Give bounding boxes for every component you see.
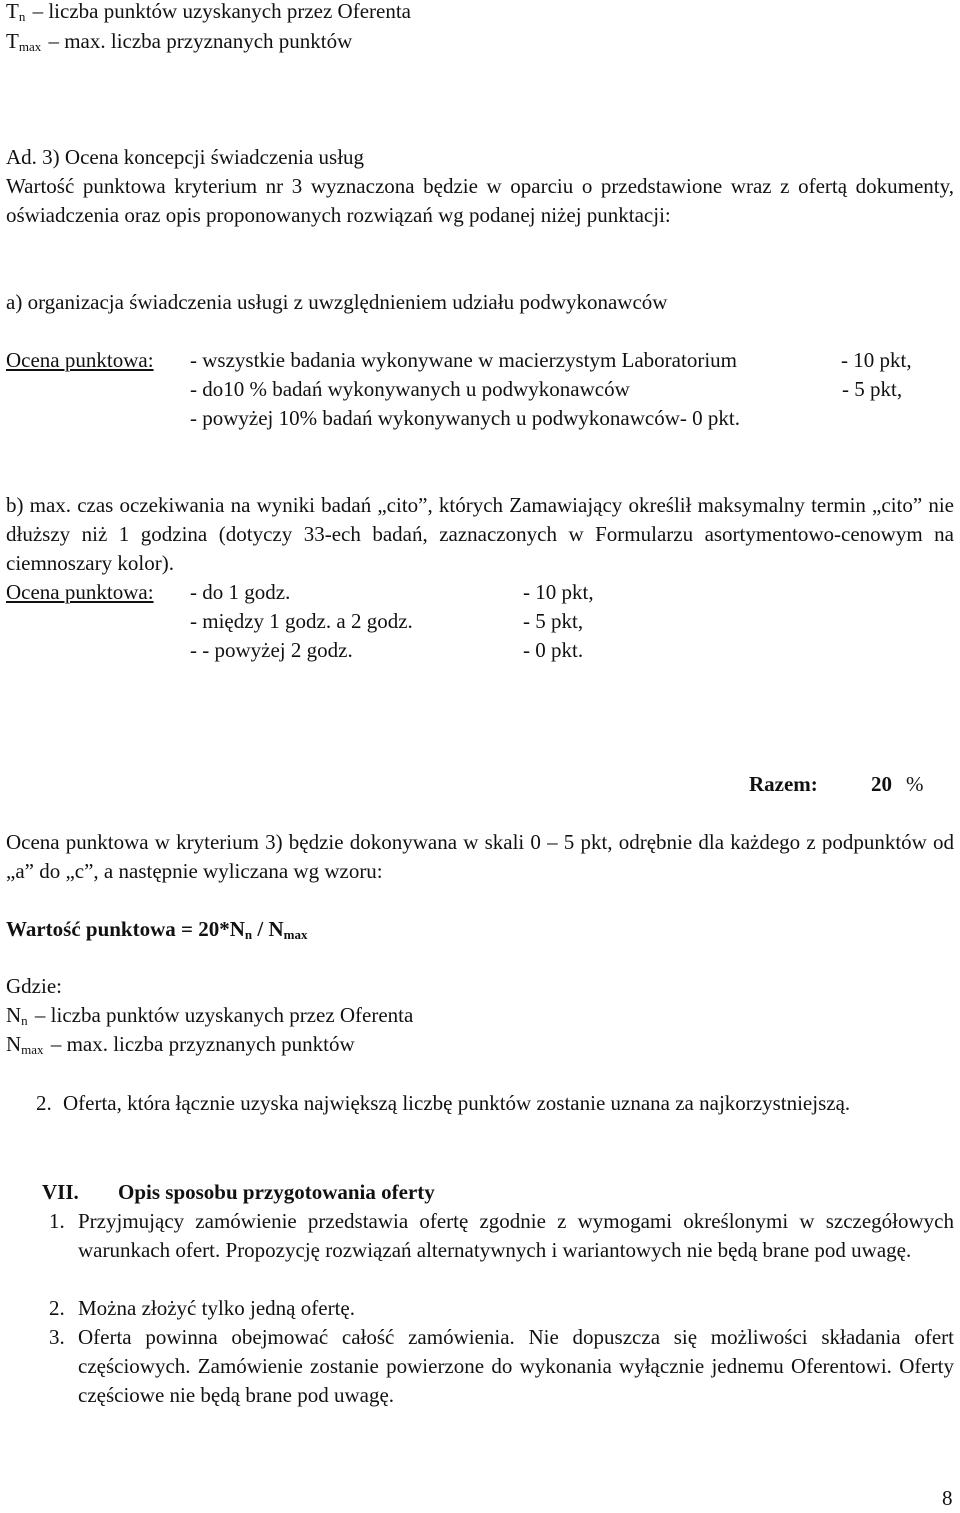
section-a-title: a) organizacja świadczenia usługi z uwzględnieniem udziału podwykonawców bbox=[6, 290, 668, 314]
razem-unit: % bbox=[906, 772, 924, 796]
section-a-row-2: - do10 % badań wykonywanych u podwykonawców bbox=[190, 377, 630, 401]
scoring-note: Ocena punktowa w kryterium 3) będzie dokonywana w skali 0 – 5 pkt, odrębnie dla każdego z podpunktów od „a” do „c”, a następnie wyliczana wg wzoru: bbox=[6, 830, 954, 883]
section-7-item-1-number: 1. bbox=[49, 1209, 65, 1233]
section-a-row-1: - wszystkie badania wykonywane w macierzystym Laboratorium bbox=[190, 348, 737, 372]
definition-nmax: $N_{max}$ – max. liczba przyznanych punktów bbox=[6, 1032, 355, 1057]
definition-tn: $T_n$ – liczba punktów uzyskanych przez Oferenta bbox=[6, 0, 411, 24]
section-b-row-3: - - powyżej 2 godz. bbox=[190, 638, 353, 662]
ad3-intro: Wartość punktowa kryterium nr 3 wyznaczona będzie w oparciu o przedstawione wraz z ofertą dokumenty, oświadczenia oraz opis proponowanych rozwiązań wg podanej niżej punktacji: bbox=[6, 174, 954, 227]
section-7-item-1-text: Przyjmujący zamówienie przedstawia ofertę zgodnie z wymogami określonymi w szczegółowych warunkach ofert. Propozycję rozwiązań alternatywnych i wariantowych nie będą brane pod uwagę. bbox=[78, 1209, 954, 1262]
section-7-number: VII. bbox=[42, 1180, 79, 1204]
razem-label: Razem: bbox=[749, 772, 818, 796]
section-7-item-3-text: Oferta powinna obejmować całość zamówienia. Nie dopuszcza się możliwości składania ofert częściowych. Zamówienie zostanie powierzone do wykonania wyłącznie jednemu Oferentowi. Oferty częściowe nie będą brane pod uwagę. bbox=[78, 1325, 954, 1407]
section-b-score-label: Ocena punktowa: bbox=[6, 580, 154, 604]
definition-nn: $N_n$ – liczba punktów uzyskanych przez Oferenta bbox=[6, 1003, 414, 1028]
section-7-item-3-number: 3. bbox=[49, 1325, 65, 1349]
section-b-row-2-points: - 5 pkt, bbox=[523, 609, 584, 633]
page-number: 8 bbox=[942, 1486, 953, 1510]
section-b-row-1-points: - 10 pkt, bbox=[523, 580, 594, 604]
section-a-row-2-points: - 5 pkt, bbox=[842, 377, 903, 401]
section-7-item-2-text: Można złożyć tylko jedną ofertę. bbox=[78, 1296, 355, 1320]
formula: Wartość punktowa = $20*N_n / N_{max}$ bbox=[6, 917, 308, 942]
definition-tmax: $T_{max}$ – max. liczba przyznanych punktów bbox=[6, 29, 353, 54]
razem-value: 20 bbox=[871, 772, 892, 796]
section-b-text: b) max. czas oczekiwania na wyniki badań „cito”, których Zamawiający określił maksymalny termin „cito” nie dłuższy niż 1 godzina (dotyczy 33-ech badań, zaznaczonych w Formularzu asortymentowo-cenowym na ciemnoszary kolor). bbox=[6, 493, 954, 575]
section-b-row-2: - między 1 godz. a 2 godz. bbox=[190, 609, 413, 633]
section-b-row-3-points: - 0 pkt. bbox=[523, 638, 584, 662]
section-7-title: Opis sposobu przygotowania oferty bbox=[118, 1180, 435, 1204]
point-2-text: Oferta, która łącznie uzyska największą liczbę punktów zostanie uznana za najkorzystniejszą. bbox=[63, 1091, 851, 1115]
section-a-row-3: - powyżej 10% badań wykonywanych u podwykonawców- 0 pkt. bbox=[190, 406, 740, 430]
ad3-heading: Ad. 3) Ocena koncepcji świadczenia usług bbox=[6, 145, 365, 169]
gdzie-label: Gdzie: bbox=[6, 974, 62, 998]
section-a-row-1-points: - 10 pkt, bbox=[841, 348, 912, 372]
section-a-score-label: Ocena punktowa: bbox=[6, 348, 154, 372]
section-7-item-2-number: 2. bbox=[49, 1296, 65, 1320]
point-2-number: 2. bbox=[36, 1091, 52, 1115]
section-b-row-1: - do 1 godz. bbox=[190, 580, 291, 604]
